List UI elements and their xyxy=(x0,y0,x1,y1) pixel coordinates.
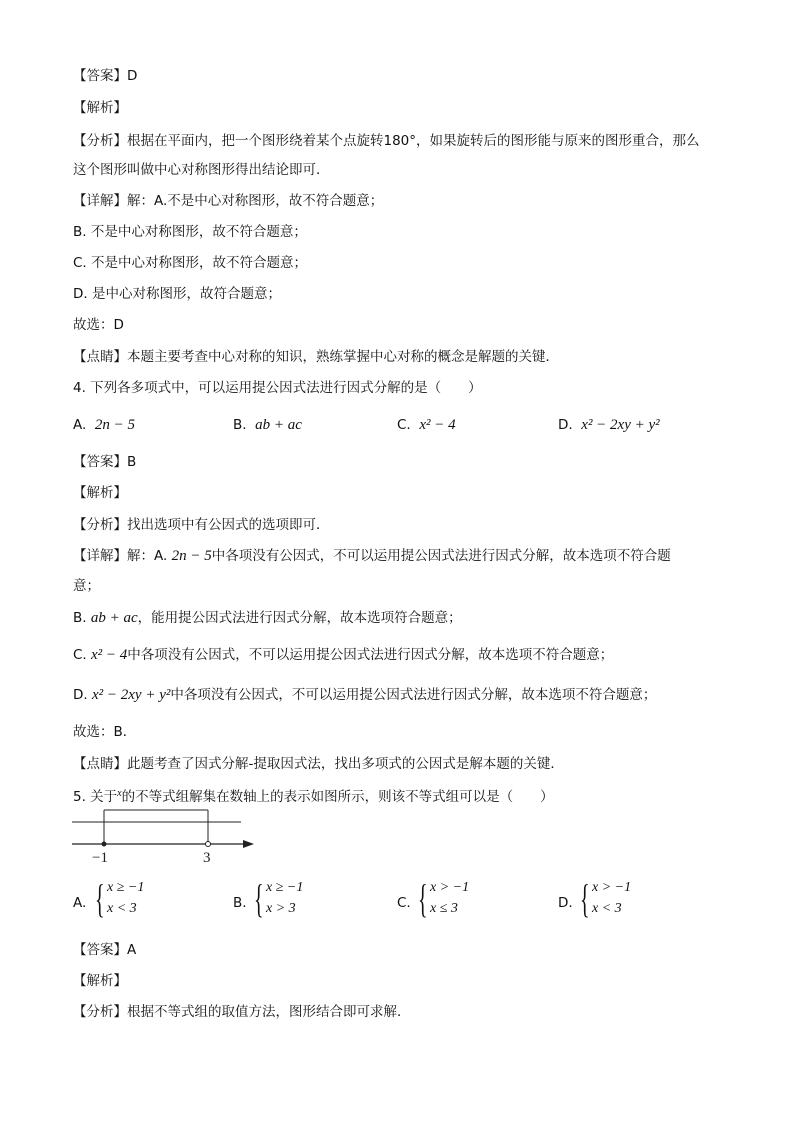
q4-option-c: C. x² − 4 xyxy=(397,417,456,433)
q4-choose: 故选：B． xyxy=(73,724,137,740)
q5-fenxi: 【分析】根据不等式组的取值方法，图形结合即可求解． xyxy=(73,1004,411,1020)
q4-analysis-title: 【解析】 xyxy=(73,485,127,501)
q4-detail-cont: 意； xyxy=(73,578,100,594)
q4-detail-c: C. x² − 4中各项没有公因式，不可以运用提公因式法进行因式分解，故本选项不符合题意； xyxy=(73,647,614,663)
q4-stem: 4. 下列各多项式中，可以运用提公因式法进行因式分解的是（ ） xyxy=(73,380,482,396)
q4-answer: 【答案】B xyxy=(73,454,137,470)
q3-analysis-title: 【解析】 xyxy=(73,100,127,116)
q3-answer: 【答案】D xyxy=(73,68,138,84)
q4-detail-d: D. x² − 2xy + y²中各项没有公因式，不可以运用提公因式法进行因式分解，故本选项不符合题意； xyxy=(73,687,657,703)
q5-answer: 【答案】A xyxy=(73,942,137,958)
q5-analysis-title: 【解析】 xyxy=(73,973,127,989)
q3-detail: 【详解】解：A.不是中心对称图形，故不符合题意； xyxy=(73,193,384,209)
number-line-label-right: 3 xyxy=(203,850,211,866)
number-line-label-left: −1 xyxy=(92,850,108,866)
q3-option-d: D. 是中心对称图形，故符合题意； xyxy=(73,286,281,302)
q3-choose: 故选：D xyxy=(73,317,124,333)
q5-option-a-label: A. xyxy=(73,895,87,911)
q5-option-b-label: B. xyxy=(233,895,247,911)
q3-fenxi: 【分析】根据在平面内，把一个图形绕着某个点旋转180°，如果旋转后的图形能与原来的图形重合，那么 xyxy=(73,133,700,149)
q3-option-b: B. 不是中心对称图形，故不符合题意； xyxy=(73,224,307,240)
q4-option-d: D. x² − 2xy + y² xyxy=(558,417,660,433)
q5-option-c-label: C. xyxy=(397,895,411,911)
q3-fenxi-cont: 这个图形叫做中心对称图形得出结论即可． xyxy=(73,162,330,178)
q3-option-c: C. 不是中心对称图形，故不符合题意； xyxy=(73,255,308,271)
q4-detail: 【详解】解：A. 2n − 5中各项没有公因式，不可以运用提公因式法进行因式分解，故本选项不符合题 xyxy=(73,548,671,564)
q5-option-d-label: D. xyxy=(558,895,573,911)
q4-detail-b: B. ab + ac，能用提公因式法进行因式分解，故本选项符合题意； xyxy=(73,610,462,626)
number-line-figure xyxy=(68,808,268,866)
q4-fenxi: 【分析】找出选项中有公因式的选项即可． xyxy=(73,517,330,533)
q4-comment: 【点睛】此题考查了因式分解-提取因式法，找出多项式的公因式是解本题的关键． xyxy=(73,756,564,772)
q5-stem: 5. 关于$^x$的不等式组解集在数轴上的表示如图所示，则该不等式组可以是（ ） xyxy=(73,788,554,805)
q3-comment: 【点睛】本题主要考查中心对称的知识，熟练掌握中心对称的概念是解题的关键． xyxy=(73,349,559,365)
q4-option-a: A. 2n − 5 xyxy=(73,417,136,433)
q4-option-b: B. ab + ac xyxy=(233,417,302,433)
